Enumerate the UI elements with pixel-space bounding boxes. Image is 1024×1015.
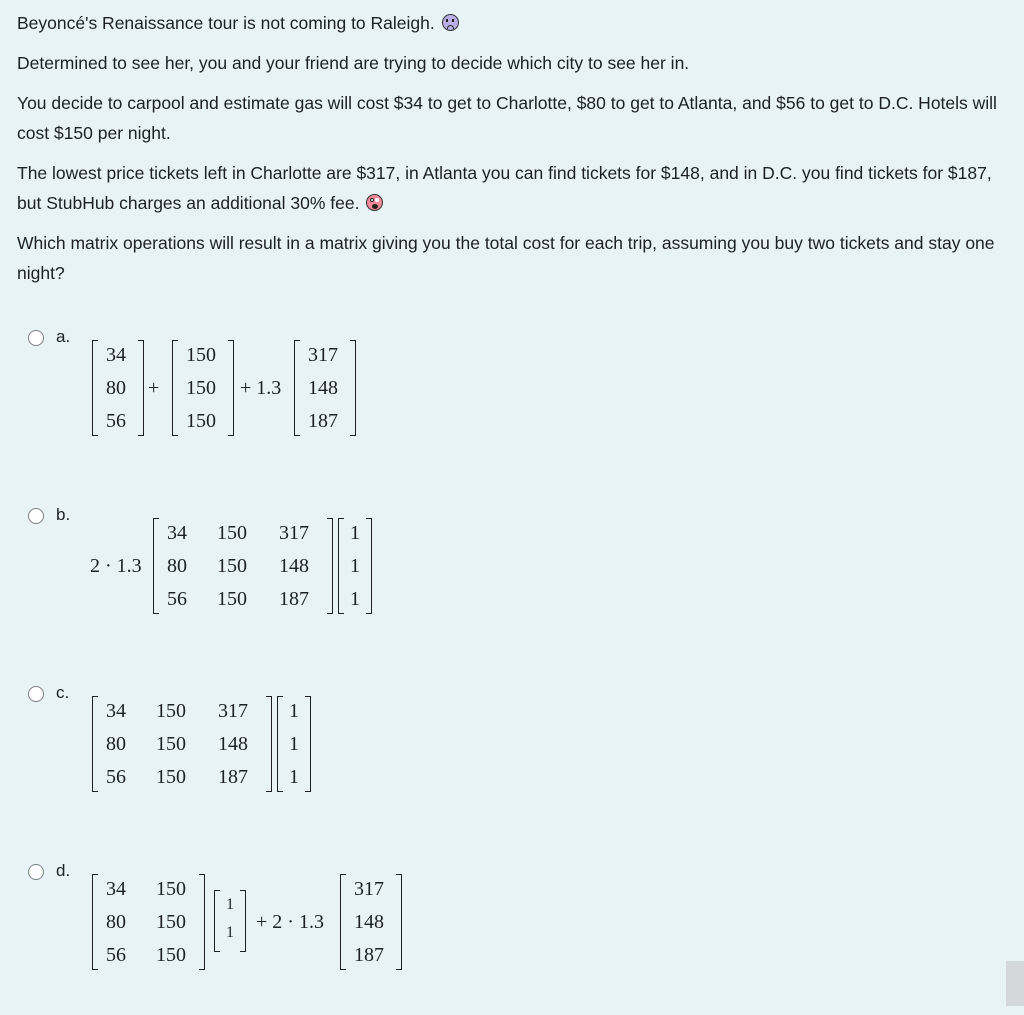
question-line-4: The lowest price tickets left in Charlotte are $317, in Atlanta you can find tickets for $148, and in D.C. you find tickets for $187, but StubHub charges an additional 30% fee. [17,163,992,213]
matrix-cell: 56 [106,944,126,966]
option-d-matrix-3 [340,874,402,970]
matrix-cell: 150 [186,344,216,366]
matrix-cell: 1 [350,588,360,610]
matrix-cell: 148 [354,911,384,933]
option-b-label: b. [56,505,71,524]
matrix-cell: 148 [218,733,248,755]
matrix-cell: 80 [106,733,126,755]
matrix-cell: 80 [106,377,126,399]
option-b-matrix [153,518,333,614]
plus-operator: + [148,377,160,399]
option-b-radio[interactable] [28,508,44,524]
option-a-radio[interactable] [28,330,44,346]
option-b-vector [338,518,372,614]
option-d-label: d. [56,861,71,880]
matrix-cell: 1 [289,766,299,788]
matrix-cell: 187 [279,588,309,610]
matrix-cell: 150 [186,377,216,399]
option-d-vector [214,890,246,952]
option-c-vector [277,696,311,792]
plus-scalar-operator: + 2 · 1.3 [256,911,324,933]
matrix-cell: 34 [106,878,126,900]
scalar-multiplier: 2 · 1.3 [90,555,142,577]
matrix-cell: 56 [167,588,187,610]
matrix-cell: 1 [350,522,360,544]
option-a-matrix-2 [172,340,234,436]
matrix-cell: 150 [156,766,186,788]
matrix-cell: 34 [106,700,126,722]
matrix-cell: 1 [226,896,234,913]
question-line-1: Beyoncé's Renaissance tour is not coming to Raleigh. [17,13,435,33]
matrix-cell: 80 [167,555,187,577]
matrix-cell: 187 [218,766,248,788]
matrix-cell: 1 [289,733,299,755]
option-a-label: a. [56,327,71,346]
option-c-matrix [92,696,272,792]
option-a-matrix-3 [294,340,356,436]
matrix-cell: 1 [226,924,234,941]
question-line-3: You decide to carpool and estimate gas will cost $34 to get to Charlotte, $80 to get to Atlanta, and $56 to get to D.C. Hotels will cost $150 per night. [17,93,997,143]
matrix-cell: 150 [156,911,186,933]
option-a-matrix-1 [92,340,144,436]
matrix-cell: 148 [279,555,309,577]
matrix-cell: 1 [289,700,299,722]
matrix-cell: 80 [106,911,126,933]
matrix-cell: 34 [167,522,187,544]
matrix-cell: 150 [217,588,247,610]
plus-scalar-operator: + 1.3 [240,377,282,399]
matrix-cell: 187 [308,410,338,432]
option-d-radio[interactable] [28,864,44,880]
matrix-cell: 150 [156,878,186,900]
matrix-cell: 34 [106,344,126,366]
matrix-cell: 56 [106,766,126,788]
question-line-2: Determined to see her, you and your friend are trying to decide which city to see her in. [17,53,690,73]
option-d-matrix [92,874,205,970]
matrix-cell: 317 [218,700,248,722]
option-c-radio[interactable] [28,686,44,702]
option-c-label: c. [56,683,70,702]
matrix-cell: 150 [217,522,247,544]
matrix-cell: 150 [217,555,247,577]
matrix-cell: 150 [156,944,186,966]
matrix-cell: 150 [156,700,186,722]
matrix-cell: 148 [308,377,338,399]
matrix-cell: 317 [279,522,309,544]
question-text [17,8,1017,288]
matrix-cell: 150 [156,733,186,755]
matrix-cell: 317 [308,344,338,366]
question-line-5: Which matrix operations will result in a matrix giving you the total cost for each trip, assuming you buy two tickets and stay one night? [17,233,995,283]
matrix-cell: 317 [354,878,384,900]
sad-face-icon [442,14,459,31]
matrix-cell: 187 [354,944,384,966]
matrix-cell: 1 [350,555,360,577]
shocked-face-icon [366,194,383,211]
matrix-cell: 150 [186,410,216,432]
matrix-cell: 56 [106,410,126,432]
scrollbar-thumb[interactable] [1006,961,1024,1006]
